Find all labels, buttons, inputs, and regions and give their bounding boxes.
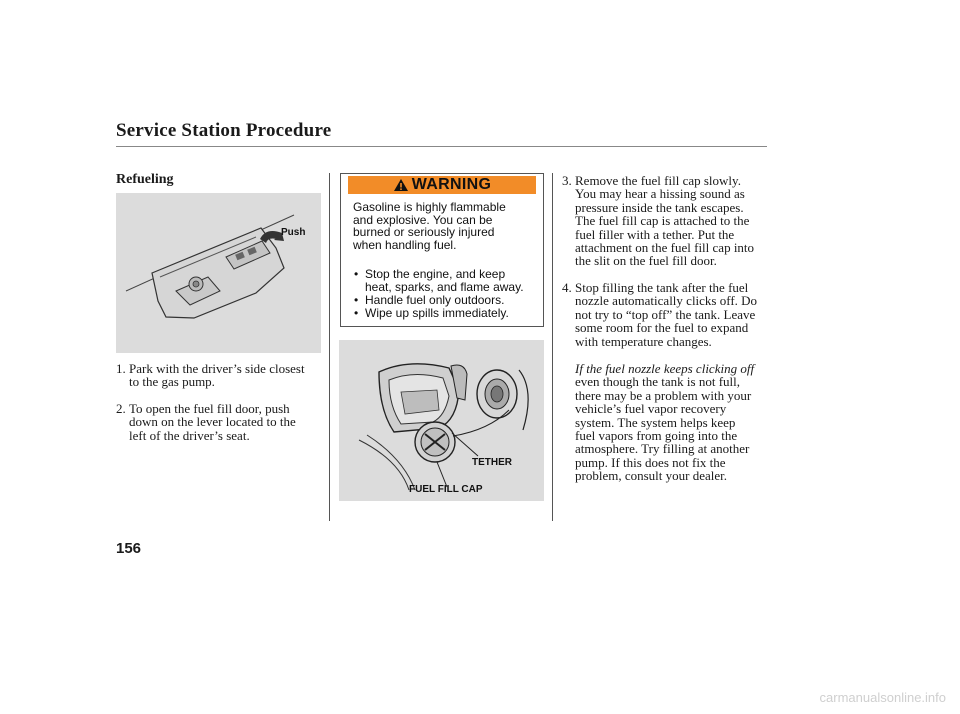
step-3-line: Remove the fuel fill cap slowly. bbox=[575, 173, 741, 188]
note-lead: If the fuel nozzle keeps clicking off bbox=[575, 361, 755, 376]
bullet-dot: • bbox=[354, 306, 359, 320]
warning-title: WARNING bbox=[411, 176, 492, 193]
step-1-line: to the gas pump. bbox=[129, 374, 215, 390]
note-line: system. The system helps keep bbox=[575, 414, 736, 430]
site-watermark: carmanualsonline.info bbox=[819, 690, 946, 705]
step-3-line: the slit on the fuel fill door. bbox=[575, 253, 717, 269]
note-line: vehicle’s fuel vapor recovery bbox=[575, 401, 727, 417]
step-3-line: fuel filler with a tether. Put the bbox=[575, 226, 735, 242]
step-4-line: Stop filling the tank after the fuel bbox=[575, 280, 749, 295]
step-3-line: The fuel fill cap is attached to the bbox=[575, 213, 750, 229]
fuel-fill-cap-label: FUEL FILL CAP bbox=[409, 484, 483, 495]
bullet-dot: • bbox=[354, 293, 359, 307]
step-3-line: pressure inside the tank escapes. bbox=[575, 199, 744, 215]
column-divider-left bbox=[329, 173, 330, 521]
subsection-title: Refueling bbox=[116, 172, 174, 187]
step-3 bbox=[562, 174, 772, 270]
warning-box bbox=[340, 173, 544, 327]
page-number: 156 bbox=[116, 540, 142, 557]
bullet-line: Stop the engine, and keep bbox=[365, 267, 506, 281]
column-divider-right bbox=[552, 173, 553, 521]
title-divider bbox=[116, 146, 767, 147]
step-1 bbox=[116, 362, 326, 392]
step-2-line: To open the fuel fill door, push bbox=[129, 401, 290, 416]
bullet-line: Wipe up spills immediately. bbox=[365, 306, 509, 320]
warning-line: and explosive. You can be bbox=[353, 212, 493, 227]
step-1-line: Park with the driver’s side closest bbox=[129, 361, 305, 376]
bullet-line: heat, sparks, and flame away. bbox=[365, 279, 524, 294]
tether-label: TETHER bbox=[472, 457, 512, 468]
note-line: fuel vapors from going into the bbox=[575, 428, 738, 444]
warning-bullet bbox=[354, 268, 542, 294]
warning-line: when handling fuel. bbox=[353, 237, 457, 252]
push-label: Push bbox=[281, 227, 306, 238]
step-2 bbox=[116, 402, 326, 446]
step-4-line: nozzle automatically clicks off. Do bbox=[575, 293, 758, 309]
lever-illustration bbox=[116, 193, 321, 353]
section-title: Service Station Procedure bbox=[116, 120, 332, 141]
step-4-line: with temperature changes. bbox=[575, 333, 712, 349]
warning-line: Gasoline is highly flammable bbox=[353, 200, 506, 214]
step-2-line: left of the driver’s seat. bbox=[129, 427, 250, 443]
step-3-line: attachment on the fuel fill cap into bbox=[575, 240, 755, 256]
step-4-line: not try to “top off” the tank. Leave bbox=[575, 306, 756, 322]
fuel-cap-illustration bbox=[339, 340, 544, 501]
warning-header bbox=[348, 176, 536, 194]
step-3-number: 3. bbox=[562, 173, 572, 188]
note-line: pump. If this does not fix the bbox=[575, 454, 726, 470]
warning-bullet bbox=[354, 307, 542, 320]
warning-message bbox=[353, 201, 541, 251]
note-line: atmosphere. Try filling at another bbox=[575, 441, 750, 457]
step-2-line: down on the lever located to the bbox=[129, 414, 296, 430]
warning-triangle-icon bbox=[393, 178, 409, 192]
step-1-number: 1. bbox=[116, 361, 126, 376]
fuel-fill-cap-figure bbox=[339, 340, 544, 501]
bullet-dot: • bbox=[354, 267, 359, 281]
bullet-line: Handle fuel only outdoors. bbox=[365, 293, 505, 307]
fuel-nozzle-note bbox=[575, 362, 775, 484]
step-3-line: You may hear a hissing sound as bbox=[575, 186, 745, 202]
step-4 bbox=[562, 281, 772, 351]
step-4-number: 4. bbox=[562, 280, 572, 295]
step-4-line: some room for the fuel to expand bbox=[575, 320, 749, 336]
note-line: problem, consult your dealer. bbox=[575, 468, 727, 484]
note-line: there may be a problem with your bbox=[575, 387, 752, 403]
step-2-number: 2. bbox=[116, 401, 126, 416]
fuel-door-lever-figure bbox=[116, 193, 321, 353]
note-line: even though the tank is not full, bbox=[575, 374, 741, 390]
warning-line: burned or seriously injured bbox=[353, 225, 495, 240]
